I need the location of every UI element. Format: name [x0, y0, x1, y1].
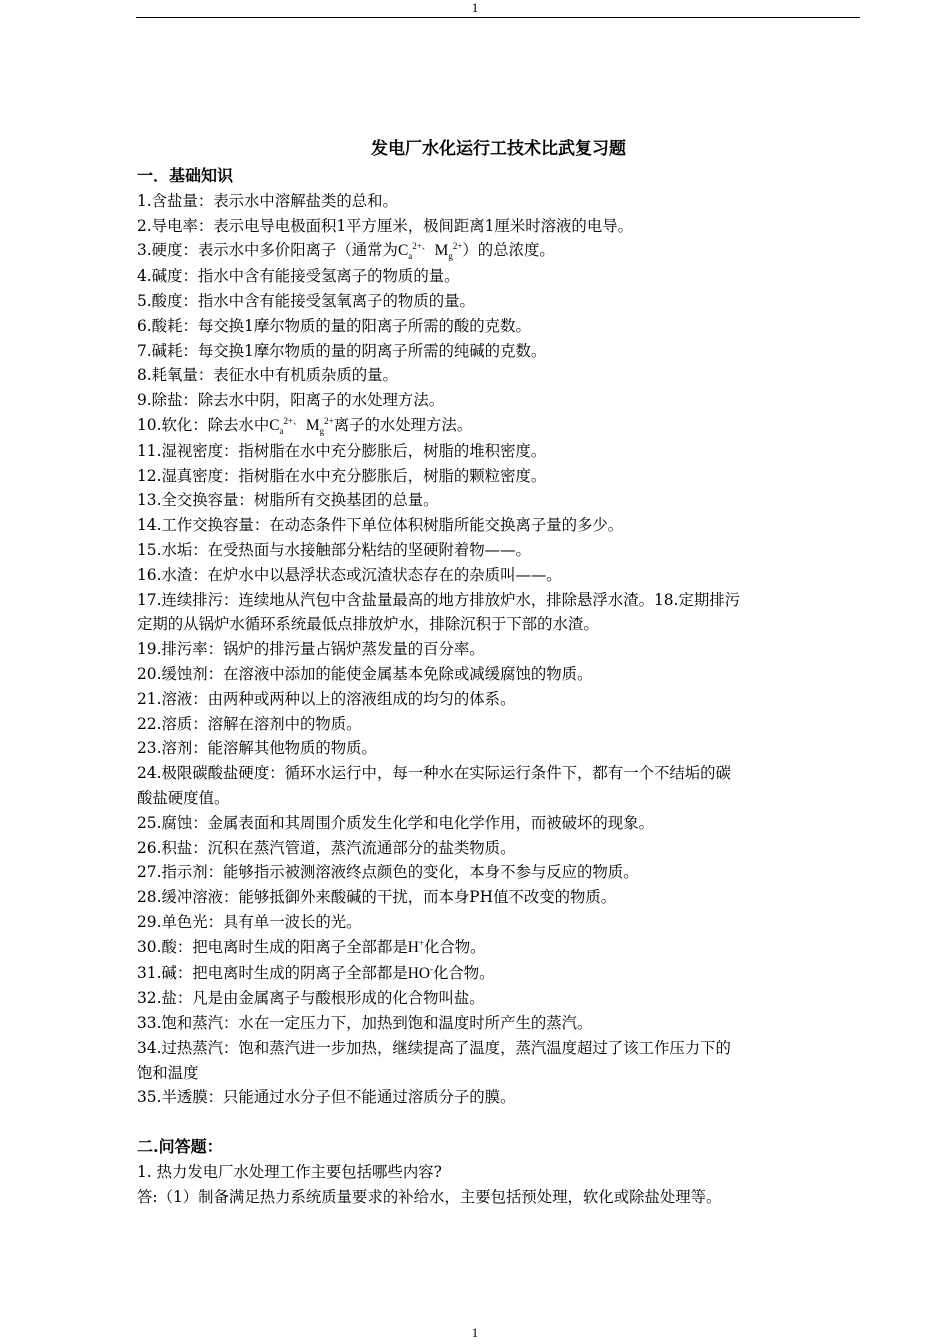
definition-line: 16.水渣：在炉水中以悬浮状态或沉渣状态存在的杂质叫——。	[137, 565, 562, 584]
ion-formula	[269, 415, 334, 437]
ion-symbol: C	[269, 416, 280, 434]
ion-charge: -	[429, 963, 433, 974]
ion-charge: 2+、	[283, 415, 303, 426]
ion-symbol: M	[434, 242, 449, 260]
document-title: 发电厂水化运行工技术比武复习题	[371, 139, 626, 159]
definition-line: 5.酸度：指水中含有能接受氢氧离子的物质的量。	[137, 291, 475, 310]
ion-symbol: M	[305, 416, 320, 434]
definition-line: 24.极限碳酸盐硬度：循环水运行中，每一种水在实际运行条件下，都有一个不结垢的碳	[137, 764, 731, 783]
ion-subscript: a	[279, 426, 284, 437]
definition-line: 8.耗氧量：表征水中有机质杂质的量。	[137, 366, 398, 385]
definition-line-base	[137, 961, 860, 987]
definition-line: 25.腐蚀：金属表面和其周围介质发生化学和电化学作用，而被破坏的现象。	[137, 813, 654, 832]
ion-symbol: HO	[407, 964, 430, 982]
definition-line: 11.湿视密度：指树脂在水中充分膨胀后，树脂的堆积密度。	[137, 441, 547, 460]
definition-line: 35.半透膜：只能通过水分子但不能通过溶质分子的膜。	[137, 1088, 516, 1107]
definition-text: 3.硬度：表示水中多价阳离子（通常为	[137, 241, 398, 260]
definition-line: 19.排污率：锅炉的排污量占锅炉蒸发量的百分率。	[137, 640, 485, 659]
definition-line: 14.工作交换容量：在动态条件下单位体积树脂所能交换离子量的多少。	[137, 516, 624, 535]
definition-line: 7.碱耗：每交换1摩尔物质的量的阴离子所需的纯碱的克数。	[137, 341, 547, 360]
definition-line: 17.连续排污：连续地从汽包中含盐量最高的地方排放炉水，排除悬浮水渣。18.定期排污	[137, 590, 741, 609]
definition-line: 26.积盐：沉积在蒸汽管道，蒸汽流通部分的盐类物质。	[137, 838, 516, 857]
definition-line: 9.除盐：除去水中阴，阳离子的水处理方法。	[137, 391, 445, 410]
document-body	[137, 134, 860, 1209]
footer-page-number: 1	[471, 1325, 479, 1340]
definition-line: 33.饱和蒸汽：水在一定压力下，加热到饱和温度时所产生的蒸汽。	[137, 1014, 593, 1033]
blank-line	[137, 1110, 860, 1135]
definition-line: 28.缓冲溶液：能够抵御外来酸碱的干扰，而本身PH值不改变的物质。	[137, 888, 617, 907]
ion-charge: 2+	[452, 241, 463, 252]
definition-line: 32.盐：凡是由金属离子与酸根形成的化合物叫盐。	[137, 989, 485, 1008]
header-page-number: 1	[471, 0, 479, 15]
section-heading-basics: 一．基础知识	[137, 166, 234, 185]
header-rule	[136, 17, 860, 18]
definition-line-softening	[137, 413, 860, 439]
definition-text: 化合物。	[423, 937, 486, 956]
definition-line: 4.碱度：指水中含有能接受氢离子的物质的量。	[137, 267, 460, 286]
definition-line: 21.溶液：由两种或两种以上的溶液组成的均匀的体系。	[137, 689, 516, 708]
definition-line: 15.水垢：在受热面与水接触部分粘结的坚硬附着物——。	[137, 540, 531, 559]
definition-text: 化合物。	[432, 963, 495, 982]
definition-line: 22.溶质：溶解在溶剂中的物质。	[137, 714, 362, 733]
definition-line: 定期的从锅炉水循环系统最低点排放炉水，排除沉积于下部的水渣。	[137, 615, 599, 634]
definition-line: 2.导电率：表示电导电极面积1平方厘米，极间距离1厘米时溶液的电导。	[137, 216, 633, 235]
definition-line: 20.缓蚀剂：在溶液中添加的能使金属基本免除或减缓腐蚀的物质。	[137, 664, 593, 683]
ion-subscript: g	[319, 426, 325, 437]
ion-charge: 2+	[324, 415, 334, 426]
definition-line: 12.湿真密度：指树脂在水中充分膨胀后，树脂的颗粒密度。	[137, 466, 547, 485]
ion-symbol: C	[397, 242, 409, 260]
definition-line: 29.单色光：具有单一波长的光。	[137, 912, 362, 931]
definition-line: 27.指示剂：能够指示被测溶液终点颜色的变化，本身不参与反应的物质。	[137, 863, 639, 882]
ion-charge: +	[418, 937, 424, 948]
definition-line-acid	[137, 935, 860, 961]
definition-text: 31.碱：把电离时生成的阴离子全部都是	[137, 963, 408, 982]
definition-line: 1.含盐量：表示水中溶解盐类的总和。	[137, 191, 398, 210]
definition-line: 酸盐硬度值。	[137, 788, 230, 807]
definition-line: 13.全交换容量：树脂所有交换基团的总量。	[137, 491, 439, 510]
ion-symbol: H	[407, 938, 419, 956]
ion-formula	[397, 241, 463, 262]
ion-subscript: g	[448, 251, 453, 262]
definition-text: 10.软化：除去水中	[137, 415, 270, 434]
definition-line: 23.溶剂：能溶解其他物质的物质。	[137, 739, 377, 758]
section-heading-qa: 二.问答题：	[137, 1137, 223, 1157]
definition-line-hardness	[137, 238, 860, 264]
definition-line: 6.酸耗：每交换1摩尔物质的量的阳离子所需的酸的克数。	[137, 316, 531, 335]
answer-line: 答:（1）制备满足热力系统质量要求的补给水，主要包括预处理，软化或除盐处理等。	[137, 1187, 722, 1206]
definition-text: ）的总浓度。	[462, 241, 555, 260]
question-line: 1. 热力发电厂水处理工作主要包括哪些内容?	[137, 1162, 442, 1181]
definition-text: 离子的水处理方法。	[333, 415, 473, 434]
definition-line: 饱和温度	[137, 1063, 199, 1082]
definition-text: 30.酸：把电离时生成的阳离子全部都是	[137, 937, 408, 956]
definition-line: 34.过热蒸汽：饱和蒸汽进一步加热，继续提高了温度，蒸汽温度超过了该工作压力下的	[137, 1038, 731, 1057]
ion-subscript: a	[408, 251, 413, 262]
ion-charge: 2+、	[412, 241, 431, 252]
